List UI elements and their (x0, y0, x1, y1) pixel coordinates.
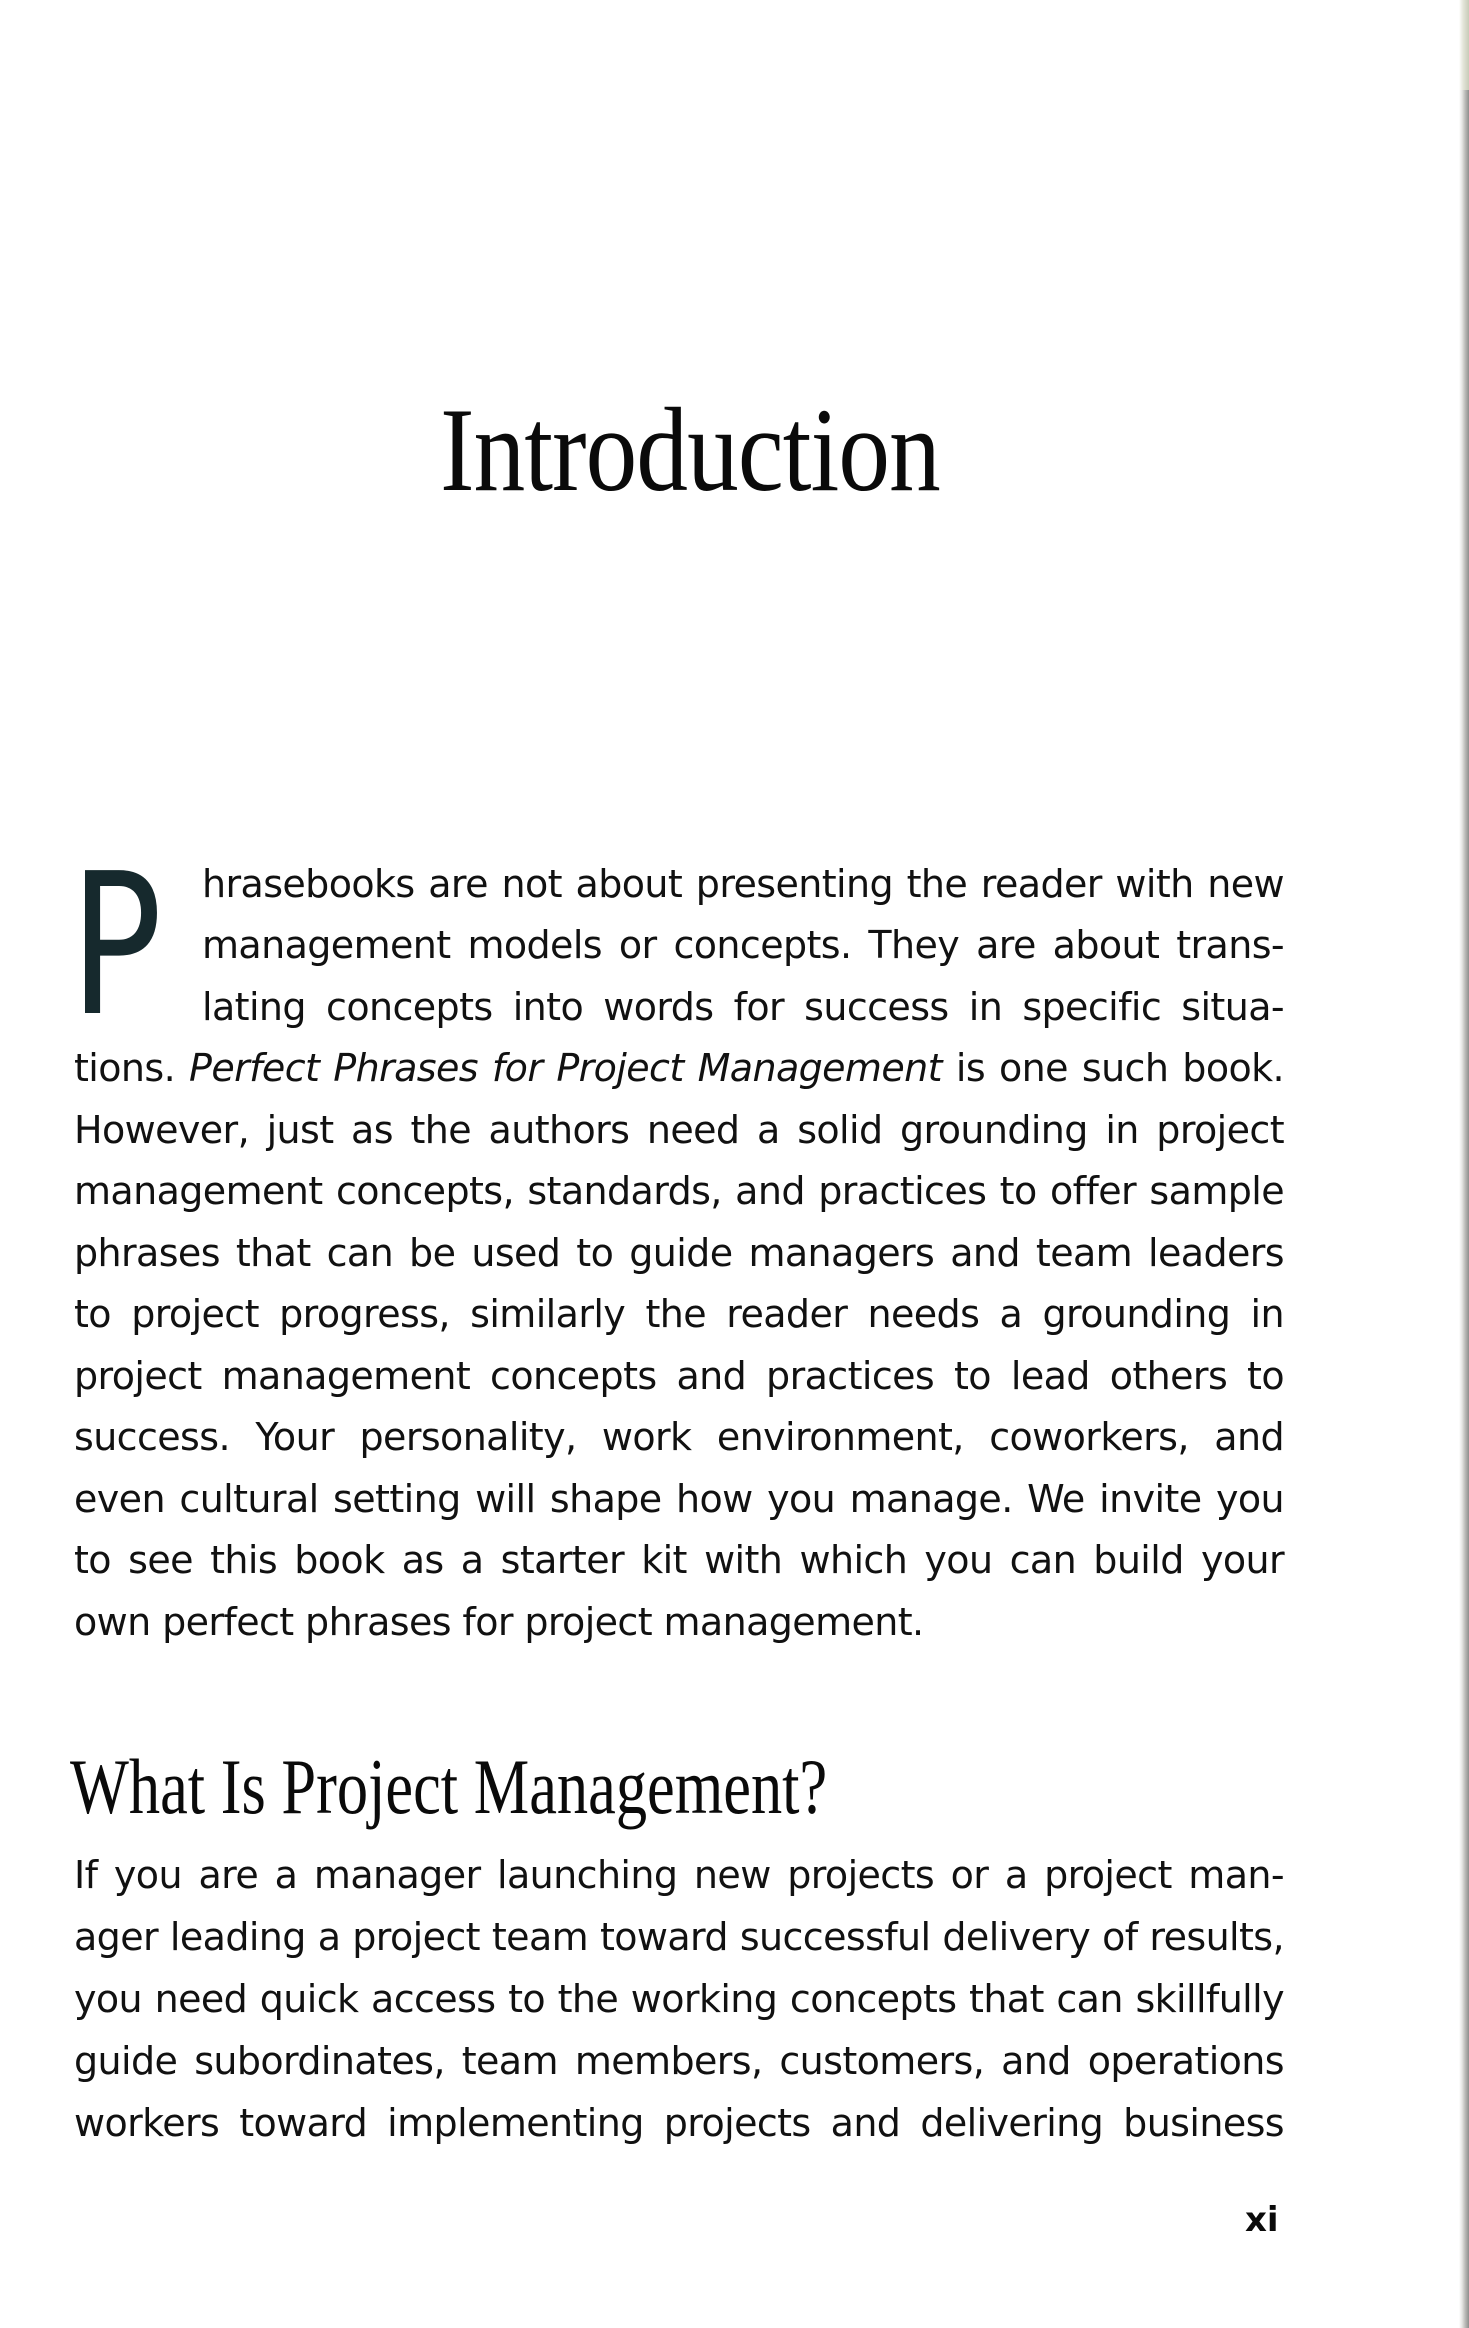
paragraph-line: to project progress, similarly the reader needs a grounding in (74, 1292, 1284, 1336)
paragraph-line: workers toward implementing projects and delivering business (74, 2101, 1284, 2145)
paragraph-line: hrasebooks are not about presenting the reader with new (202, 862, 1284, 906)
paragraph-line: However, just as the authors need a solid grounding in project (74, 1108, 1284, 1152)
paragraph-line: phrases that can be used to guide managers and team leaders (74, 1231, 1284, 1275)
section-heading: What Is Project Management? (70, 1743, 828, 1830)
text-run: tions. (74, 1046, 190, 1090)
paragraph-line-with-book-title (74, 1046, 1284, 1090)
page-edge-shadow (1459, 0, 1469, 2328)
page-edge-shadow-top (1459, 0, 1469, 90)
paragraph-line: even cultural setting will shape how you manage. We invite you (74, 1477, 1284, 1521)
paragraph-line: ager leading a project team toward successful delivery of results, (74, 1915, 1284, 1959)
paragraph-line: own perfect phrases for project management. (74, 1600, 924, 1644)
paragraph-line: If you are a manager launching new projects or a project man- (74, 1853, 1284, 1897)
book-title-italic: Perfect Phrases for Project Management (189, 1046, 942, 1090)
paragraph-line: lating concepts into words for success in specific situa- (202, 985, 1284, 1029)
paragraph-line: project management concepts and practices to lead others to (74, 1354, 1284, 1398)
paragraph-line: to see this book as a starter kit with which you can build your (74, 1538, 1284, 1582)
paragraph-line: guide subordinates, team members, customers, and operations (74, 2039, 1284, 2083)
drop-cap: P (70, 832, 163, 1060)
text-run: is one such book. (941, 1046, 1284, 1090)
chapter-title: Introduction (440, 383, 940, 516)
page-number: xi (1245, 2200, 1279, 2240)
paragraph-line: success. Your personality, work environment, coworkers, and (74, 1415, 1284, 1459)
paragraph-line: management models or concepts. They are about trans- (202, 923, 1284, 967)
paragraph-line: you need quick access to the working concepts that can skillfully (74, 1977, 1284, 2021)
paragraph-line: management concepts, standards, and practices to offer sample (74, 1169, 1284, 1213)
